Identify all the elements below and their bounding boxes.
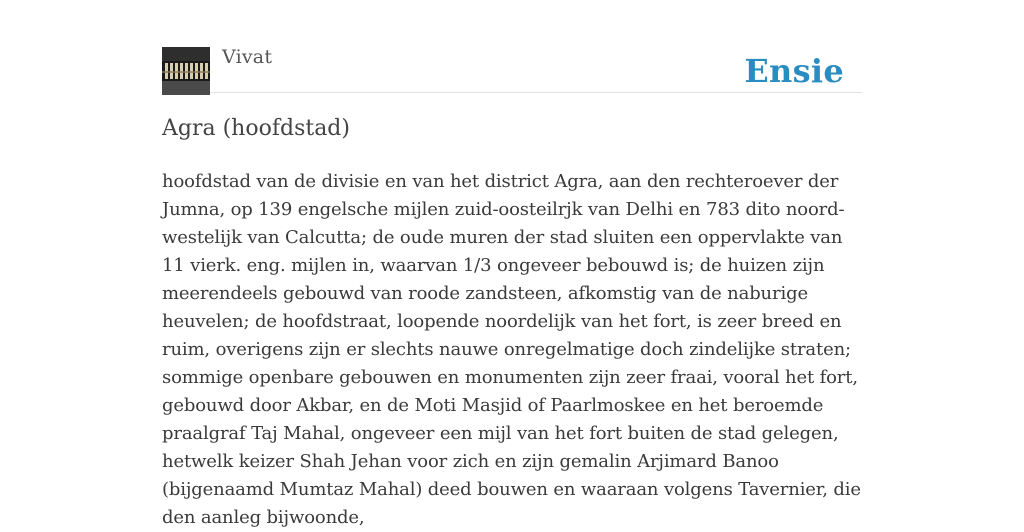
article-title: Agra (hoofdstad) xyxy=(162,116,350,141)
site-header xyxy=(162,0,862,93)
site-name[interactable]: Vivat xyxy=(222,46,273,68)
page-container xyxy=(162,0,862,528)
brand-logo[interactable]: Ensie xyxy=(744,52,844,90)
books-avatar-icon[interactable] xyxy=(162,47,210,95)
article-body: hoofdstad van de divisie en van het district Agra, aan den rechteroever der Jumna, op 139 engelsche mijlen zuid-oosteilrjk van Delhi en 783 dito noord-westelijk van Calcutta; de oude muren der stad sluiten een oppervlakte van 11 vierk. eng. mijlen in, waarvan 1/3 ongeveer bebouwd is; de huizen zijn meerendeels gebouwd van roode zandsteen, afkomstig van de naburige heuvelen; de hoofdstraat, loopende noordelijk van het fort, is zeer breed en ruim, overigens zijn er slechts nauwe onregelmatige doch zindelijke straten; sommige openbare gebouwen en monumenten zijn zeer fraai, vooral het fort, gebouwd door Akbar, en de Moti Masjid of Paarlmoskee en het beroemde praalgraf Taj Mahal, ongeveer een mijl van het fort buiten de stad gelegen, hetwelk keizer Shah Jehan voor zich en zijn gemalin Arjimard Banoo (bijgenaamd Mumtaz Mahal) deed bouwen en waaraan volgens Tavernier, die den aanleg bijwoonde, xyxy=(162,171,861,528)
